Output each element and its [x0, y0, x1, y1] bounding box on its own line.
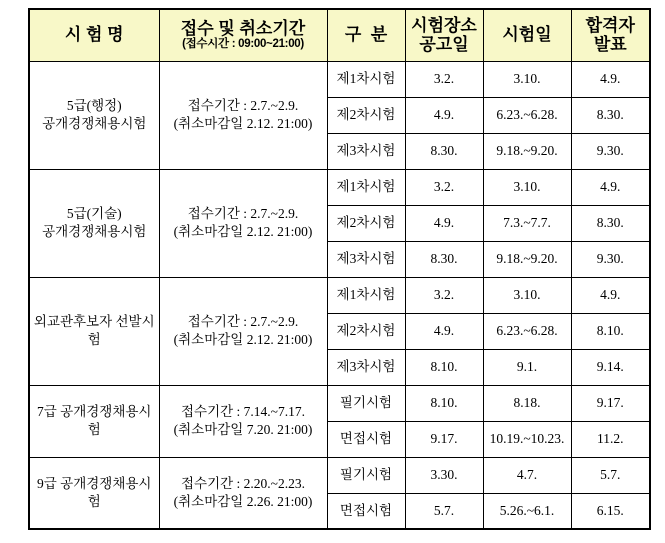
header-venue-line1: 시험장소 — [411, 15, 477, 35]
period-cell — [159, 457, 327, 529]
exam-date-cell: 10.19.~10.23. — [483, 421, 571, 457]
venue-notice-date-cell: 3.2. — [405, 61, 483, 97]
exam-name-line: 외교관후보자 선발시험 — [33, 313, 155, 347]
period-line: (취소마감일 2.12. 21:00) — [173, 224, 313, 239]
result-date-cell: 8.10. — [571, 313, 650, 349]
category-cell: 면접시험 — [327, 493, 405, 529]
period-line: 접수기간 : 2.7.~2.9. — [187, 313, 299, 329]
category-cell: 필기시험 — [327, 385, 405, 421]
exam-date-cell: 5.26.~6.1. — [483, 493, 571, 529]
category-cell: 제2차시험 — [327, 313, 405, 349]
exam-name-line: 5급(행정) — [66, 97, 122, 113]
exam-name-cell — [29, 277, 159, 385]
header-period-title: 접수 및 취소기간 — [180, 18, 306, 38]
venue-notice-date-cell: 3.2. — [405, 277, 483, 313]
result-date-cell: 4.9. — [571, 61, 650, 97]
result-date-cell: 11.2. — [571, 421, 650, 457]
exam-date-cell: 7.3.~7.7. — [483, 205, 571, 241]
venue-notice-date-cell: 4.9. — [405, 97, 483, 133]
category-cell: 필기시험 — [327, 457, 405, 493]
category-cell: 제3차시험 — [327, 241, 405, 277]
header-venue-line2: 공고일 — [419, 35, 469, 55]
venue-notice-date-cell: 4.9. — [405, 205, 483, 241]
period-line: 접수기간 : 2.7.~2.9. — [187, 205, 299, 221]
venue-notice-date-cell: 9.17. — [405, 421, 483, 457]
exam-name-line: 9급 공개경쟁채용시험 — [37, 475, 152, 509]
exam-date-cell: 6.23.~6.28. — [483, 97, 571, 133]
venue-notice-date-cell: 8.10. — [405, 385, 483, 421]
category-cell: 제1차시험 — [327, 61, 405, 97]
exam-date-cell: 3.10. — [483, 61, 571, 97]
header-exam-name: 시 험 명 — [29, 9, 159, 61]
exam-date-cell: 3.10. — [483, 169, 571, 205]
exam-date-cell: 9.18.~9.20. — [483, 241, 571, 277]
period-line: (취소마감일 2.12. 21:00) — [173, 116, 313, 131]
exam-name-line: 공개경쟁채용시험 — [42, 116, 147, 131]
period-cell — [159, 277, 327, 385]
category-cell: 제1차시험 — [327, 169, 405, 205]
period-cell — [159, 169, 327, 277]
header-result — [571, 9, 650, 61]
header-row — [29, 9, 650, 61]
exam-name-cell — [29, 457, 159, 529]
table-row — [29, 277, 650, 313]
venue-notice-date-cell: 5.7. — [405, 493, 483, 529]
venue-notice-date-cell: 3.2. — [405, 169, 483, 205]
category-cell: 제3차시험 — [327, 133, 405, 169]
period-line: (취소마감일 2.12. 21:00) — [173, 332, 313, 347]
venue-notice-date-cell: 4.9. — [405, 313, 483, 349]
result-date-cell: 6.15. — [571, 493, 650, 529]
period-line: (취소마감일 7.20. 21:00) — [173, 422, 313, 437]
period-line: (취소마감일 2.26. 21:00) — [173, 493, 313, 509]
exam-date-cell: 9.18.~9.20. — [483, 133, 571, 169]
period-cell — [159, 61, 327, 169]
category-cell: 제3차시험 — [327, 349, 405, 385]
exam-date-cell: 6.23.~6.28. — [483, 313, 571, 349]
category-cell: 제2차시험 — [327, 97, 405, 133]
venue-notice-date-cell: 8.30. — [405, 133, 483, 169]
table-row — [29, 385, 650, 421]
header-venue-notice — [405, 9, 483, 61]
exam-name-line: 7급 공개경쟁채용시험 — [37, 403, 152, 437]
result-date-cell: 9.17. — [571, 385, 650, 421]
result-date-cell: 5.7. — [571, 457, 650, 493]
category-cell: 제2차시험 — [327, 205, 405, 241]
exam-name-line: 공개경쟁채용시험 — [42, 224, 147, 239]
header-period-subtitle: (접수시간 : 09:00~21:00) — [182, 38, 304, 51]
exam-date-cell: 9.1. — [483, 349, 571, 385]
table-row — [29, 457, 650, 493]
venue-notice-date-cell: 3.30. — [405, 457, 483, 493]
exam-name-cell — [29, 385, 159, 457]
exam-schedule-table — [28, 8, 651, 530]
header-period — [159, 9, 327, 61]
exam-schedule-wrapper — [28, 8, 651, 530]
table-row — [29, 61, 650, 97]
category-cell: 제1차시험 — [327, 277, 405, 313]
header-category: 구 분 — [327, 9, 405, 61]
result-date-cell: 8.30. — [571, 97, 650, 133]
table-row — [29, 169, 650, 205]
venue-notice-date-cell: 8.30. — [405, 241, 483, 277]
exam-date-cell: 8.18. — [483, 385, 571, 421]
exam-name-cell — [29, 169, 159, 277]
venue-notice-date-cell: 8.10. — [405, 349, 483, 385]
exam-name-line: 5급(기술) — [66, 205, 122, 221]
exam-name-cell — [29, 61, 159, 169]
header-result-line2: 발표 — [593, 35, 627, 55]
result-date-cell: 4.9. — [571, 277, 650, 313]
header-result-line1: 합격자 — [585, 15, 635, 35]
result-date-cell: 9.14. — [571, 349, 650, 385]
result-date-cell: 8.30. — [571, 205, 650, 241]
period-line: 접수기간 : 7.14.~7.17. — [181, 403, 305, 419]
exam-date-cell: 3.10. — [483, 277, 571, 313]
period-line: 접수기간 : 2.7.~2.9. — [187, 97, 299, 113]
result-date-cell: 4.9. — [571, 169, 650, 205]
result-date-cell: 9.30. — [571, 241, 650, 277]
period-cell — [159, 385, 327, 457]
header-exam-date: 시험일 — [483, 9, 571, 61]
result-date-cell: 9.30. — [571, 133, 650, 169]
period-line: 접수기간 : 2.20.~2.23. — [181, 475, 305, 491]
category-cell: 면접시험 — [327, 421, 405, 457]
exam-date-cell: 4.7. — [483, 457, 571, 493]
